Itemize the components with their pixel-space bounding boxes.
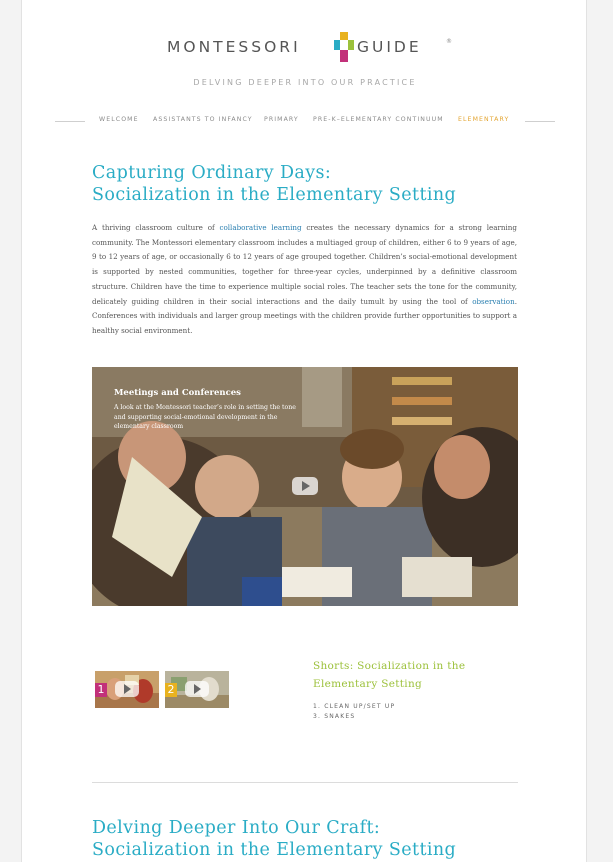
short-video-thumb-2[interactable] — [165, 671, 229, 708]
nav-item-assistants-to-infancy[interactable]: ASSISTANTS TO INFANCY — [153, 116, 253, 123]
section-divider — [92, 782, 518, 783]
play-icon[interactable] — [292, 477, 318, 495]
intro-paragraph — [92, 221, 517, 339]
nav-item-welcome[interactable]: WELCOME — [99, 116, 139, 123]
play-icon[interactable] — [185, 681, 209, 697]
nav-item-primary[interactable]: PRIMARY — [264, 116, 299, 123]
collaborative-learning-link[interactable]: collaborative learning — [219, 223, 302, 232]
logo-word-montessori: MONTESSORI — [167, 38, 301, 56]
video-player[interactable] — [92, 367, 518, 606]
nav-item-pre-k-elementary-continuum[interactable]: PRE-K–ELEMENTARY CONTINUUM — [313, 116, 444, 123]
play-icon[interactable] — [115, 681, 139, 697]
video-description: A look at the Montessori teacher’s role in setting the tone and supporting social-emotional development in the elementary classroom — [114, 404, 296, 430]
page-title-line2: Socialization in the Elementary Setting — [92, 185, 457, 205]
main-nav — [22, 116, 588, 126]
nav-rule-right — [525, 121, 555, 122]
page-title-line1: Capturing Ordinary Days: — [92, 163, 332, 183]
shorts-heading-line2: Elementary Setting — [313, 678, 423, 690]
logo-word-guide: GUIDE — [357, 38, 422, 56]
logo-mark-icon — [334, 32, 354, 62]
shorts-heading — [313, 657, 513, 693]
intro-text-1: A thriving classroom culture of — [92, 223, 220, 232]
shorts-list-item[interactable]: 1. CLEAN UP/SET UP — [313, 703, 396, 710]
nav-rule-left — [55, 121, 85, 122]
observation-link[interactable]: observation — [472, 296, 515, 306]
shorts-list-item[interactable]: 3. SNAKES — [313, 713, 356, 720]
intro-text-2: creates the necessary dynamics for a strong learning community. The Montessori elementary classroom includes a multiaged group of children, either 6 to 9 years of age, 9 to 12 years of age, or occasionally 6 to 12 years of age grouped together. Children’s social-emotional development is supported by nested communities, together for three-year cycles, underpinned by a definitive classroom structure. Children have the time to experience multiple social roles. The teacher sets the tone for the community, delicately guiding children in their social interactions and the daily tumult by using the tool of — [92, 223, 517, 306]
registered-mark: ® — [446, 38, 452, 45]
page-title — [92, 162, 456, 206]
video-title: Meetings and Conferences — [114, 388, 241, 398]
short-video-thumb-1[interactable] — [95, 671, 159, 708]
section-title-line1: Delving Deeper Into Our Craft: — [92, 818, 381, 838]
page — [21, 0, 587, 862]
nav-item-elementary[interactable]: ELEMENTARY — [458, 116, 510, 123]
section-title-line2: Socialization in the Elementary Setting — [92, 840, 457, 860]
shorts-list — [313, 702, 395, 722]
section-title — [92, 817, 456, 861]
site-tagline: DELVING DEEPER INTO OUR PRACTICE — [193, 78, 417, 87]
thumb-number-badge: 2 — [165, 683, 177, 697]
montessori-guide-logo[interactable] — [22, 32, 588, 64]
shorts-heading-line1: Shorts: Socialization in the — [313, 660, 466, 672]
intro-text-3: . Conferences with individuals and larger group meetings with the children provide further opportunities to support a healthy social environment. — [92, 296, 517, 335]
thumb-number-badge: 1 — [95, 683, 107, 697]
